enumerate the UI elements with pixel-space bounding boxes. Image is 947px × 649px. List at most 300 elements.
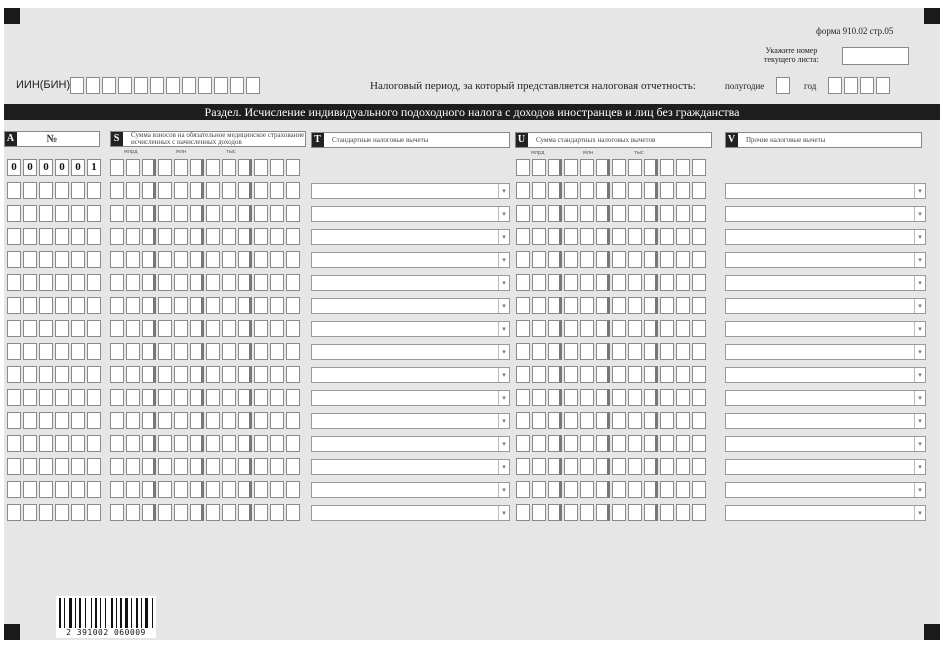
row-number-cell[interactable] <box>55 205 69 222</box>
row-u-cell[interactable] <box>516 481 530 498</box>
column-u-amount-cell[interactable] <box>580 159 594 176</box>
row-v-select[interactable] <box>725 459 926 475</box>
row-s-cell[interactable] <box>190 412 204 429</box>
row-u-cell[interactable] <box>596 182 610 199</box>
chevron-down-icon[interactable]: ▾ <box>914 483 925 497</box>
row-number-cell[interactable] <box>7 251 21 268</box>
row-u-cell[interactable] <box>564 251 578 268</box>
row-u-cell[interactable] <box>660 182 674 199</box>
row-number-cell[interactable] <box>71 228 85 245</box>
row-u-cell[interactable] <box>692 481 706 498</box>
column-s-amount-cell[interactable] <box>254 159 268 176</box>
row-s-cell[interactable] <box>158 228 172 245</box>
row-s-cell[interactable] <box>254 182 268 199</box>
row-s-cell[interactable] <box>190 366 204 383</box>
row-u-cell[interactable] <box>644 251 658 268</box>
row-u-cell[interactable] <box>676 182 690 199</box>
row-u-cell[interactable] <box>564 412 578 429</box>
row-u-cell[interactable] <box>580 320 594 337</box>
row-number-cell[interactable] <box>7 343 21 360</box>
row-u-cell[interactable] <box>580 481 594 498</box>
row-u-cell[interactable] <box>548 504 562 521</box>
iin-cell[interactable] <box>70 77 84 94</box>
row-s-cell[interactable] <box>174 343 188 360</box>
row-s-cell[interactable] <box>142 504 156 521</box>
row-s-cell[interactable] <box>174 435 188 452</box>
row-number-cell[interactable] <box>55 435 69 452</box>
row-s-cell[interactable] <box>142 251 156 268</box>
row-u-cell[interactable] <box>596 251 610 268</box>
row-u-cell[interactable] <box>692 274 706 291</box>
row-number-cell[interactable] <box>87 435 101 452</box>
chevron-down-icon[interactable]: ▾ <box>914 184 925 198</box>
row-s-cell[interactable] <box>238 228 252 245</box>
chevron-down-icon[interactable]: ▾ <box>914 322 925 336</box>
row-s-cell[interactable] <box>142 435 156 452</box>
row-s-cell[interactable] <box>190 343 204 360</box>
row-s-cell[interactable] <box>190 458 204 475</box>
row-t-select[interactable] <box>311 436 510 452</box>
row-u-cell[interactable] <box>580 412 594 429</box>
row-s-cell[interactable] <box>206 481 220 498</box>
row-number-cell[interactable] <box>7 320 21 337</box>
row-s-cell[interactable] <box>126 481 140 498</box>
column-u-amount-cell[interactable] <box>532 159 546 176</box>
row-u-cell[interactable] <box>596 320 610 337</box>
row-s-cell[interactable] <box>158 297 172 314</box>
row-u-cell[interactable] <box>580 182 594 199</box>
row-s-cell[interactable] <box>206 297 220 314</box>
row-s-cell[interactable] <box>270 389 284 406</box>
row-s-cell[interactable] <box>110 481 124 498</box>
chevron-down-icon[interactable]: ▾ <box>914 414 925 428</box>
row-s-cell[interactable] <box>222 504 236 521</box>
row-s-cell[interactable] <box>254 228 268 245</box>
row-number-input[interactable] <box>7 504 103 521</box>
row-s-cell[interactable] <box>190 320 204 337</box>
row-s-cell[interactable] <box>254 458 268 475</box>
column-u-amount-cell[interactable] <box>660 159 674 176</box>
row-s-cell[interactable] <box>286 458 300 475</box>
chevron-down-icon[interactable]: ▾ <box>498 391 509 405</box>
row-u-cell[interactable] <box>516 504 530 521</box>
row-u-cell[interactable] <box>612 343 626 360</box>
row-u-cell[interactable] <box>644 458 658 475</box>
row-number-input[interactable] <box>7 274 103 291</box>
row-number-cell[interactable] <box>87 412 101 429</box>
row-s-cell[interactable] <box>142 320 156 337</box>
row-u-cell[interactable] <box>612 228 626 245</box>
year-cell[interactable] <box>828 77 842 94</box>
row-u-cell[interactable] <box>564 343 578 360</box>
row-number-cell[interactable] <box>71 412 85 429</box>
row-number-cell[interactable] <box>39 297 53 314</box>
row-u-cell[interactable] <box>692 435 706 452</box>
row-number-cell[interactable] <box>23 297 37 314</box>
row-u-amount[interactable] <box>516 320 708 337</box>
row-s-cell[interactable] <box>174 205 188 222</box>
row-u-cell[interactable] <box>676 366 690 383</box>
row-u-cell[interactable] <box>644 320 658 337</box>
row-u-cell[interactable] <box>692 412 706 429</box>
row-s-amount[interactable] <box>110 205 302 222</box>
row-number-cell[interactable] <box>39 435 53 452</box>
row-s-cell[interactable] <box>126 251 140 268</box>
row-s-cell[interactable] <box>238 205 252 222</box>
row-s-cell[interactable] <box>126 228 140 245</box>
row-number-cell[interactable] <box>71 343 85 360</box>
row-u-cell[interactable] <box>516 297 530 314</box>
row-number-cell[interactable] <box>87 320 101 337</box>
row-u-cell[interactable] <box>628 251 642 268</box>
row-s-cell[interactable] <box>174 228 188 245</box>
row-u-cell[interactable] <box>676 504 690 521</box>
row-s-cell[interactable] <box>126 389 140 406</box>
column-u-amount-cell[interactable] <box>548 159 562 176</box>
row-number-cell[interactable] <box>7 274 21 291</box>
column-u-amount-cell[interactable] <box>644 159 658 176</box>
row-u-cell[interactable] <box>548 343 562 360</box>
row-s-cell[interactable] <box>254 320 268 337</box>
row-number-input[interactable] <box>7 366 103 383</box>
row-s-cell[interactable] <box>270 458 284 475</box>
row-u-amount[interactable] <box>516 297 708 314</box>
row-number-cell[interactable] <box>71 320 85 337</box>
row-number-input[interactable] <box>7 228 103 245</box>
row-u-cell[interactable] <box>580 435 594 452</box>
row-u-cell[interactable] <box>692 458 706 475</box>
row-s-cell[interactable] <box>126 274 140 291</box>
row-v-select[interactable] <box>725 183 926 199</box>
row-u-cell[interactable] <box>580 366 594 383</box>
row-v-select[interactable] <box>725 275 926 291</box>
row-u-cell[interactable] <box>532 389 546 406</box>
row-s-cell[interactable] <box>110 366 124 383</box>
row-s-cell[interactable] <box>126 343 140 360</box>
row-s-cell[interactable] <box>158 343 172 360</box>
chevron-down-icon[interactable]: ▾ <box>498 184 509 198</box>
row-u-cell[interactable] <box>516 274 530 291</box>
half-year-input[interactable] <box>776 77 792 94</box>
row-u-cell[interactable] <box>532 297 546 314</box>
row-number-cell[interactable] <box>39 205 53 222</box>
chevron-down-icon[interactable]: ▾ <box>914 299 925 313</box>
row-s-amount[interactable] <box>110 366 302 383</box>
row-u-cell[interactable] <box>596 297 610 314</box>
row-u-cell[interactable] <box>596 504 610 521</box>
row-u-cell[interactable] <box>644 182 658 199</box>
row-u-cell[interactable] <box>548 435 562 452</box>
row-u-cell[interactable] <box>516 435 530 452</box>
row-u-cell[interactable] <box>596 389 610 406</box>
row-u-cell[interactable] <box>596 228 610 245</box>
row-s-cell[interactable] <box>158 435 172 452</box>
row-s-cell[interactable] <box>158 205 172 222</box>
row-s-cell[interactable] <box>110 182 124 199</box>
row-u-cell[interactable] <box>676 481 690 498</box>
row-t-select[interactable] <box>311 206 510 222</box>
row-s-cell[interactable] <box>270 251 284 268</box>
chevron-down-icon[interactable]: ▾ <box>914 460 925 474</box>
row-number-cell[interactable] <box>55 481 69 498</box>
row-t-select[interactable] <box>311 275 510 291</box>
row-number-cell[interactable] <box>23 412 37 429</box>
row-u-cell[interactable] <box>676 251 690 268</box>
row-v-select[interactable] <box>725 390 926 406</box>
row-v-select[interactable] <box>725 252 926 268</box>
row-s-cell[interactable] <box>286 320 300 337</box>
row-s-amount[interactable] <box>110 297 302 314</box>
row-s-cell[interactable] <box>254 366 268 383</box>
row-s-cell[interactable] <box>110 435 124 452</box>
row-u-cell[interactable] <box>548 320 562 337</box>
row-u-cell[interactable] <box>516 389 530 406</box>
row-number-cell[interactable] <box>39 458 53 475</box>
row-s-amount[interactable] <box>110 228 302 245</box>
row-number-cell[interactable] <box>71 481 85 498</box>
column-u-amount-cell[interactable] <box>564 159 578 176</box>
row-number-cell[interactable] <box>87 481 101 498</box>
row-s-cell[interactable] <box>286 389 300 406</box>
row-s-cell[interactable] <box>222 297 236 314</box>
row-u-cell[interactable] <box>692 205 706 222</box>
row-u-cell[interactable] <box>596 205 610 222</box>
row-u-amount[interactable] <box>516 205 708 222</box>
row-s-cell[interactable] <box>142 366 156 383</box>
row-s-cell[interactable] <box>110 458 124 475</box>
row-s-cell[interactable] <box>254 274 268 291</box>
chevron-down-icon[interactable]: ▾ <box>914 345 925 359</box>
row-number-cell[interactable] <box>87 343 101 360</box>
row-u-cell[interactable] <box>612 297 626 314</box>
row-u-cell[interactable] <box>548 297 562 314</box>
row-s-cell[interactable] <box>222 228 236 245</box>
row-t-select[interactable] <box>311 482 510 498</box>
row-s-cell[interactable] <box>238 389 252 406</box>
row-u-cell[interactable] <box>612 366 626 383</box>
row-number-cell[interactable] <box>23 481 37 498</box>
year-input[interactable] <box>828 77 892 94</box>
row-s-cell[interactable] <box>190 481 204 498</box>
row-number-cell[interactable] <box>23 182 37 199</box>
row-u-cell[interactable] <box>612 504 626 521</box>
row-u-cell[interactable] <box>612 205 626 222</box>
row-u-cell[interactable] <box>548 481 562 498</box>
row-s-cell[interactable] <box>110 343 124 360</box>
half-year-cell[interactable] <box>776 77 790 94</box>
row-number-cell[interactable] <box>39 389 53 406</box>
row-number-input[interactable] <box>7 343 103 360</box>
column-s-amount[interactable] <box>110 159 302 176</box>
row-u-cell[interactable] <box>516 182 530 199</box>
row-s-cell[interactable] <box>142 389 156 406</box>
row-s-cell[interactable] <box>238 251 252 268</box>
row-s-cell[interactable] <box>270 274 284 291</box>
row-u-cell[interactable] <box>596 274 610 291</box>
row-s-cell[interactable] <box>222 435 236 452</box>
column-s-amount-cell[interactable] <box>238 159 252 176</box>
row-u-cell[interactable] <box>628 504 642 521</box>
row-number-cell[interactable] <box>87 458 101 475</box>
row-number-cell[interactable] <box>39 274 53 291</box>
row-u-cell[interactable] <box>612 389 626 406</box>
row-s-cell[interactable] <box>270 481 284 498</box>
row-s-cell[interactable] <box>286 228 300 245</box>
row-s-cell[interactable] <box>190 389 204 406</box>
row-s-cell[interactable] <box>254 481 268 498</box>
row-u-cell[interactable] <box>676 228 690 245</box>
column-s-amount-cell[interactable] <box>222 159 236 176</box>
row-s-amount[interactable] <box>110 504 302 521</box>
column-u-amount-cell[interactable] <box>692 159 706 176</box>
row-v-select[interactable] <box>725 321 926 337</box>
column-s-amount-cell[interactable] <box>174 159 188 176</box>
sheet-number-input[interactable] <box>842 47 909 65</box>
row-u-cell[interactable] <box>644 228 658 245</box>
chevron-down-icon[interactable]: ▾ <box>498 345 509 359</box>
row-u-cell[interactable] <box>532 251 546 268</box>
row-s-cell[interactable] <box>190 251 204 268</box>
row-u-cell[interactable] <box>692 504 706 521</box>
row-s-cell[interactable] <box>158 366 172 383</box>
chevron-down-icon[interactable]: ▾ <box>498 460 509 474</box>
row-number-cell[interactable] <box>7 297 21 314</box>
row-s-cell[interactable] <box>126 205 140 222</box>
column-u-amount-cell[interactable] <box>612 159 626 176</box>
row-s-cell[interactable] <box>222 251 236 268</box>
row-number-cell[interactable] <box>23 343 37 360</box>
iin-cell[interactable] <box>246 77 260 94</box>
row-number-cell[interactable] <box>39 228 53 245</box>
chevron-down-icon[interactable]: ▾ <box>498 230 509 244</box>
row-u-amount[interactable] <box>516 343 708 360</box>
column-s-amount-cell[interactable] <box>142 159 156 176</box>
row-u-cell[interactable] <box>564 366 578 383</box>
row-number-input[interactable] <box>7 389 103 406</box>
row-s-cell[interactable] <box>286 435 300 452</box>
row-u-cell[interactable] <box>532 412 546 429</box>
row-u-cell[interactable] <box>628 366 642 383</box>
row-s-cell[interactable] <box>270 320 284 337</box>
row-u-cell[interactable] <box>532 205 546 222</box>
row-v-select[interactable] <box>725 413 926 429</box>
row-s-cell[interactable] <box>222 458 236 475</box>
row-number-cell[interactable] <box>23 205 37 222</box>
row-u-cell[interactable] <box>564 297 578 314</box>
row-number-cell[interactable] <box>87 228 101 245</box>
row-u-cell[interactable] <box>532 228 546 245</box>
row-number-input[interactable] <box>7 205 103 222</box>
row-number-cell[interactable] <box>7 412 21 429</box>
row-s-cell[interactable] <box>190 205 204 222</box>
row-s-cell[interactable] <box>110 389 124 406</box>
row-number-cell[interactable] <box>71 205 85 222</box>
row-u-cell[interactable] <box>548 458 562 475</box>
row-s-cell[interactable] <box>190 297 204 314</box>
row-s-cell[interactable] <box>238 274 252 291</box>
row-s-cell[interactable] <box>254 343 268 360</box>
row-number-cell[interactable] <box>71 458 85 475</box>
row-s-cell[interactable] <box>270 504 284 521</box>
year-cell[interactable] <box>876 77 890 94</box>
row-number-cell[interactable] <box>39 504 53 521</box>
row-s-cell[interactable] <box>158 274 172 291</box>
chevron-down-icon[interactable]: ▾ <box>498 414 509 428</box>
row-number-cell[interactable] <box>55 182 69 199</box>
row-u-cell[interactable] <box>660 274 674 291</box>
row-u-cell[interactable] <box>596 343 610 360</box>
row-u-cell[interactable] <box>532 435 546 452</box>
row-s-cell[interactable] <box>286 274 300 291</box>
row-s-cell[interactable] <box>110 297 124 314</box>
row-u-cell[interactable] <box>516 343 530 360</box>
row-u-cell[interactable] <box>516 458 530 475</box>
chevron-down-icon[interactable]: ▾ <box>498 322 509 336</box>
row-u-cell[interactable] <box>676 343 690 360</box>
row-s-amount[interactable] <box>110 274 302 291</box>
row-s-cell[interactable] <box>158 182 172 199</box>
row-u-cell[interactable] <box>580 274 594 291</box>
row-u-amount[interactable] <box>516 481 708 498</box>
row-number-cell[interactable] <box>71 389 85 406</box>
row-u-cell[interactable] <box>548 366 562 383</box>
row-s-cell[interactable] <box>174 412 188 429</box>
row-number-input[interactable] <box>7 251 103 268</box>
row-number-cell[interactable] <box>87 274 101 291</box>
row-u-cell[interactable] <box>644 481 658 498</box>
row-u-cell[interactable] <box>628 274 642 291</box>
year-cell[interactable] <box>860 77 874 94</box>
row-u-cell[interactable] <box>660 458 674 475</box>
row-u-cell[interactable] <box>580 297 594 314</box>
row-number-cell[interactable] <box>39 182 53 199</box>
row-t-select[interactable] <box>311 344 510 360</box>
chevron-down-icon[interactable]: ▾ <box>498 437 509 451</box>
row-s-cell[interactable] <box>126 412 140 429</box>
row-number-cell[interactable] <box>7 435 21 452</box>
row-u-amount[interactable] <box>516 504 708 521</box>
row-u-cell[interactable] <box>548 412 562 429</box>
row-number-cell[interactable] <box>55 228 69 245</box>
row-s-cell[interactable] <box>254 412 268 429</box>
row-u-cell[interactable] <box>564 228 578 245</box>
row-u-cell[interactable] <box>580 389 594 406</box>
row-u-cell[interactable] <box>596 366 610 383</box>
row-s-cell[interactable] <box>238 366 252 383</box>
row-s-amount[interactable] <box>110 458 302 475</box>
row-number-cell[interactable] <box>55 343 69 360</box>
row-s-cell[interactable] <box>222 274 236 291</box>
row-u-cell[interactable] <box>644 389 658 406</box>
row-s-cell[interactable] <box>286 297 300 314</box>
iin-cell[interactable] <box>102 77 116 94</box>
row-u-cell[interactable] <box>564 389 578 406</box>
row-t-select[interactable] <box>311 298 510 314</box>
row-s-cell[interactable] <box>222 205 236 222</box>
row-t-select[interactable] <box>311 390 510 406</box>
row-number-cell[interactable] <box>23 228 37 245</box>
row-u-cell[interactable] <box>660 389 674 406</box>
row-u-cell[interactable] <box>644 343 658 360</box>
row-v-select[interactable] <box>725 436 926 452</box>
row-u-cell[interactable] <box>628 435 642 452</box>
row-u-cell[interactable] <box>676 320 690 337</box>
iin-input[interactable] <box>70 77 262 94</box>
row-s-amount[interactable] <box>110 412 302 429</box>
row-u-cell[interactable] <box>612 251 626 268</box>
row-s-cell[interactable] <box>206 366 220 383</box>
chevron-down-icon[interactable]: ▾ <box>914 391 925 405</box>
